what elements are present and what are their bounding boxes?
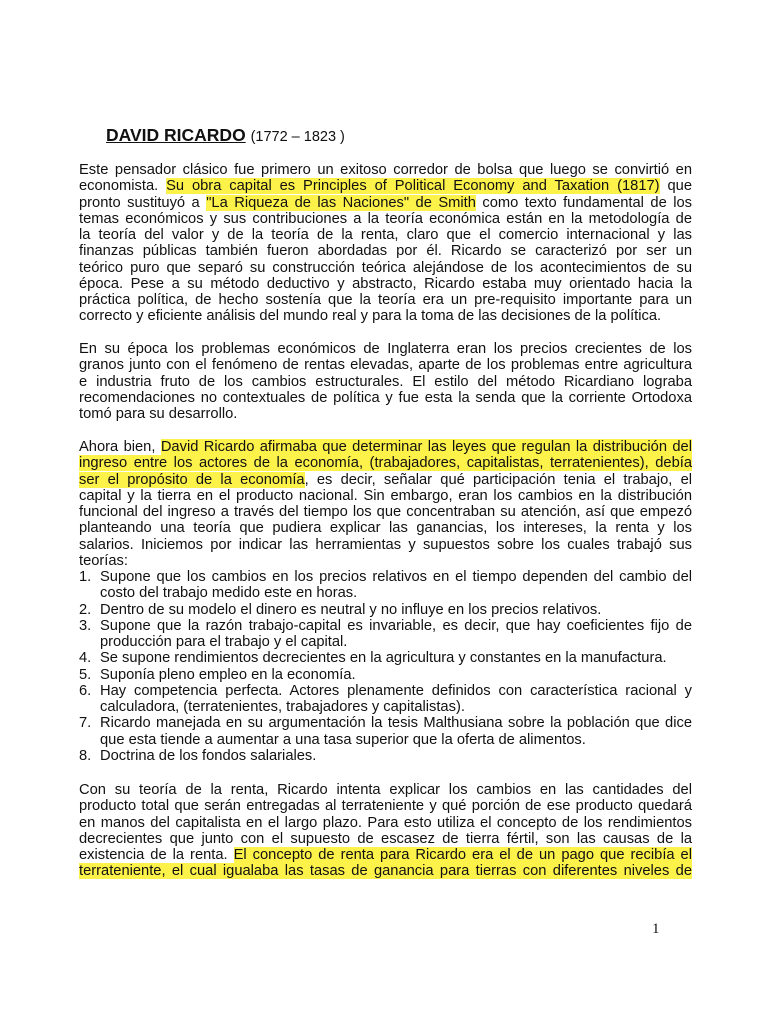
list-item: 3. Supone que la razón trabajo-capital es invariable, es decir, que hay coeficientes fijo de producción para el trabajo y el capital. xyxy=(79,617,692,650)
text-line: ser el propósito de la economía, es decir, señalar qué participación tenia el trabajo, el xyxy=(79,471,692,488)
text-line: recomendaciones no contextuales de política y fue esta la senda que la corriente Ortodoxa xyxy=(79,389,692,406)
text-line: Este pensador clásico fue primero un exitoso corredor de bolsa que luego se convirtió en xyxy=(79,162,692,178)
highlight: Su obra capital es Principles of Political Economy and Taxation (1817) xyxy=(166,178,660,195)
text-line: correcto y eficiente análisis del mundo real y para la toma de las decisiones de la política. xyxy=(79,308,662,325)
list-item: 5. Suponía pleno empleo en la economía. xyxy=(79,666,356,683)
highlight: ingreso entre los actores de la economía, (trabajadores, capitalistas, terratenientes), debía xyxy=(79,455,692,472)
text-line: teórico puro que separó su construcción teórica alejándose de los acontecimientos de su xyxy=(79,259,692,276)
highlight: ser el propósito de la economía xyxy=(79,471,305,488)
text-line: Ahora bien, David Ricardo afirmaba que determinar las leyes que regulan la distribución del xyxy=(79,439,692,455)
text-line: en manos del capitalista en el largo plazo. Para esto utiliza el concepto de los rendimientos xyxy=(79,814,692,831)
text-line: e industria fruto de los cambios estructurales. El estilo del método Ricardiano lograba xyxy=(79,373,692,390)
text-line: tomó para su desarrollo. xyxy=(79,406,238,422)
highlight: David Ricardo afirmaba que determinar las leyes que regulan la distribución del xyxy=(160,439,692,455)
paragraph-rent xyxy=(79,782,692,880)
text-line: existencia de la renta. El concepto de renta para Ricardo era el de un pago que recibía el xyxy=(79,847,692,863)
page-title xyxy=(106,124,345,148)
text-line xyxy=(79,863,692,879)
title-years: (1772 – 1823 ) xyxy=(250,129,345,145)
text-line: Con su teoría de la renta, Ricardo intenta explicar los cambios en las cantidades del xyxy=(79,782,692,798)
text-line: finanzas públicas también fueron abordadas por él. Ricardo se caracterizó por ser un xyxy=(79,243,692,260)
text-line: capital y la tierra en el producto nacional. Sin embargo, eran los cambios en la distribución xyxy=(79,487,692,504)
highlight: El concepto de renta para Ricardo era el de un pago que recibía el xyxy=(233,847,692,863)
text-line: época. Pese a su método deductivo y abstracto, Ricardo estaba muy orientado hacia la xyxy=(79,275,692,292)
list-item: 8. Doctrina de los fondos salariales. xyxy=(79,747,317,764)
text-line: funcional del ingreso a través del tiempo los que concentraban su atención, así que empezó xyxy=(79,504,692,520)
text-line: producto total que serán entregadas al terrateniente y qué porción de ese producto quedará xyxy=(79,798,692,815)
list-item: 7. Ricardo manejada en su argumentación la tesis Malthusiana sobre la población que dice que esta tiende a aumentar a una tasa superior que la oferta de alimentos. xyxy=(79,715,692,748)
text-line: granos junto con el fenómeno de rentas elevadas, aparte de los problemas entre agricultura xyxy=(79,357,692,374)
highlight: terrateniente, el cual igualaba las tasas de ganancia para tierras con diferentes niveles de xyxy=(79,863,692,880)
list-item: 2. Dentro de su modelo el dinero es neutral y no influye en los precios relativos. xyxy=(79,601,602,618)
list-item: 1. Supone que los cambios en los precios relativos en el tiempo dependen del cambio del costo del trabajo medido este en horas. xyxy=(79,569,692,602)
text-line: pronto sustituyó a "La Riqueza de las Naciones" de Smith como texto fundamental de los xyxy=(79,194,692,211)
page-number: 1 xyxy=(652,921,660,937)
text-line: decrecientes que junto con el supuesto de escasez de tierra fértil, son las causas de la xyxy=(79,830,692,847)
text-line: temas económicos y sus contribuciones a la teoría económica están en la metodología de xyxy=(79,210,692,227)
list-item: 6. Hay competencia perfecta. Actores plenamente definidos con característica racional y calculadora, (terratenientes, trabajadores y capitalistas). xyxy=(79,682,692,715)
title-name: DAVID RICARDO xyxy=(106,125,246,145)
text-line: economista. Su obra capital es Principles of Political Economy and Taxation (1817) que xyxy=(79,178,692,195)
text-line: salarios. Iniciemos por indicar las herramientas y supuestos sobre los cuales trabajó sus xyxy=(79,536,692,553)
list-item: 4. Se supone rendimientos decrecientes en la agricultura y constantes en la manufactura. xyxy=(79,650,667,667)
text-line: teorías: xyxy=(79,552,128,569)
text-line xyxy=(79,455,692,471)
text-line: práctica política, de hecho sostenía que la teoría era un pre-requisito importante para un xyxy=(79,292,692,308)
paragraph-intro xyxy=(79,162,692,325)
text-line: En su época los problemas económicos de Inglaterra eran los precios crecientes de los xyxy=(79,341,692,357)
text-line: la teoría del valor y de la teoría de la renta, claro que el comercio internacional y las xyxy=(79,227,692,243)
highlight: "La Riqueza de las Naciones" de Smith xyxy=(206,194,476,211)
paragraph-distribution xyxy=(79,439,692,764)
paragraph-problems xyxy=(79,341,692,422)
text-line: planteando una teoría que pudiera explicar las ganancias, los intereses, la renta y los xyxy=(79,520,692,537)
